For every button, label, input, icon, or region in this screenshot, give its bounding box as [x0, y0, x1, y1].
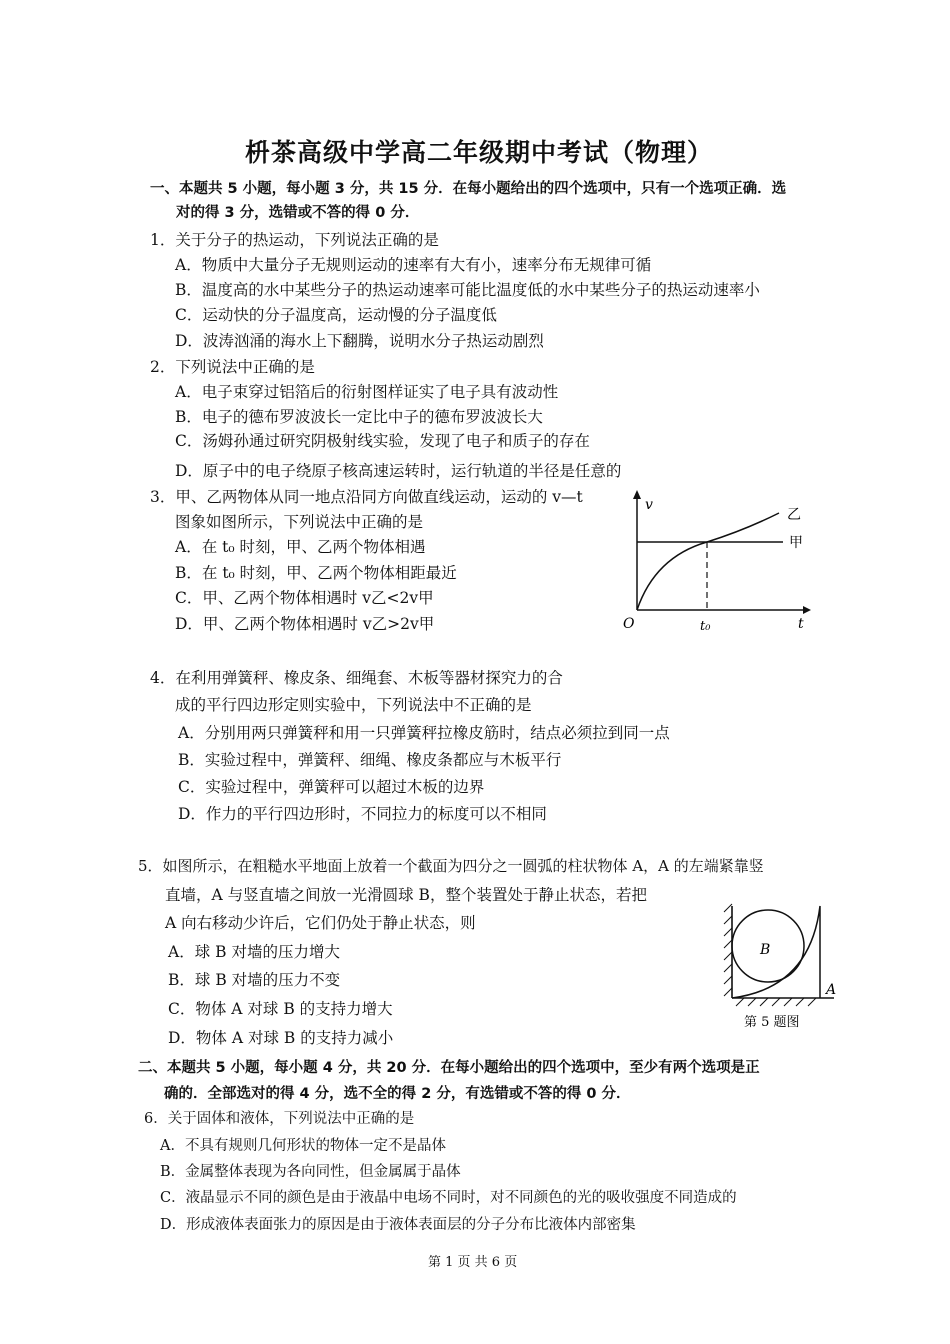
question-5-option-b: B．球 B 对墙的压力不变	[168, 971, 341, 989]
question-3-option-d: D．甲、乙两个物体相遇时 v乙>2v甲	[175, 615, 435, 633]
page-footer: 第 1 页 共 6 页	[428, 1255, 518, 1270]
question-6-stem: 6．关于固体和液体，下列说法中正确的是	[144, 1111, 415, 1127]
question-3-option-a: A．在 t₀ 时刻，甲、乙两个物体相遇	[175, 538, 426, 556]
question-3-stem-line1: 3．甲、乙两物体从同一地点沿同方向做直线运动，运动的 v—t	[150, 488, 583, 506]
t-axis-label: t	[798, 616, 804, 632]
curve-yi-label: 乙	[787, 507, 801, 523]
question-4-stem-line1: 4．在利用弹簧秤、橡皮条、细绳套、木板等器材探究力的合	[150, 669, 563, 687]
question-2-stem: 2．下列说法中正确的是	[150, 358, 315, 376]
question-4-stem-line2: 成的平行四边形定则实验中，下列说法中不正确的是	[175, 696, 532, 714]
block-a-label: A	[826, 982, 837, 998]
question-6-option-c: C．液晶显示不同的颜色是由于液晶中电场不同时，对不同颜色的光的吸收强度不同造成的	[160, 1190, 737, 1206]
question-1-option-d: D．波涛汹涌的海水上下翻腾，说明水分子热运动剧烈	[175, 332, 544, 350]
question-5-option-a: A．球 B 对墙的压力增大	[168, 943, 340, 961]
figure-5-caption: 第 5 题图	[744, 1015, 800, 1030]
v-axis-label: v	[645, 497, 653, 513]
page-title: 枡茶高级中学高二年级期中考试（物理）	[245, 138, 714, 167]
question-5-stem-line3: A 向右移动少许后，它们仍处于静止状态，则	[165, 914, 476, 932]
question-2-option-a: A．电子束穿过铝箔后的衍射图样证实了电子具有波动性	[175, 383, 559, 401]
origin-label: O	[623, 616, 635, 632]
section-1-instructions-line2: 对的得 3 分，选错或不答的得 0 分．	[176, 205, 420, 221]
question-5-option-c: C．物体 A 对球 B 的支持力增大	[168, 1000, 393, 1018]
curve-yi	[637, 513, 779, 610]
block-a	[732, 906, 820, 998]
section-1-instructions-line1: 一、本题共 5 小题，每小题 3 分，共 15 分．在每小题给出的四个选项中，只有一个选项正确．选	[150, 181, 787, 197]
question-6-option-a: A．不具有规则几何形状的物体一定不是晶体	[160, 1138, 446, 1154]
question-4-option-b: B．实验过程中，弹簧秤、细绳、橡皮条都应与木板平行	[178, 751, 562, 769]
question-5-stem-line1: 5．如图所示，在粗糙水平地面上放着一个截面为四分之一圆弧的柱状物体 A，A 的左端紧靠竖	[138, 857, 764, 875]
t-axis-arrow	[803, 606, 811, 614]
question-1-stem: 1．关于分子的热运动，下列说法正确的是	[150, 231, 439, 249]
question-3-stem-line2: 图象如图所示，下列说法中正确的是	[175, 513, 424, 531]
question-1-option-a: A．物质中大量分子无规则运动的速率有大有小，速率分布无规律可循	[175, 256, 652, 274]
question-1-option-c: C．运动快的分子温度高，运动慢的分子温度低	[175, 306, 497, 324]
question-2-option-c: C．汤姆孙通过研究阴极射线实验，发现了电子和质子的存在	[175, 432, 590, 450]
wall-hatching	[724, 904, 732, 996]
question-4-option-d: D．作力的平行四边形时，不同拉力的标度可以不相同	[178, 805, 547, 823]
question-6-option-b: B．金属整体表现为各向同性，但金属属于晶体	[160, 1164, 461, 1180]
question-3-option-b: B．在 t₀ 时刻，甲、乙两个物体相距最近	[175, 564, 457, 582]
question-1-option-b: B．温度高的水中某些分子的热运动速率可能比温度低的水中某些分子的热运动速率小	[175, 281, 760, 299]
question-2-option-d: D．原子中的电子绕原子核高速运转时，运行轨道的半径是任意的	[175, 462, 622, 480]
line-jia-label: 甲	[789, 535, 803, 551]
ball-b-label: B	[760, 942, 771, 958]
question-4-option-a: A．分别用两只弹簧秤和用一只弹簧秤拉橡皮筋时，结点必须拉到同一点	[178, 724, 670, 742]
t0-label: t₀	[700, 619, 711, 634]
question-2-option-b: B．电子的德布罗波波长一定比中子的德布罗波波长大	[175, 408, 543, 426]
vt-graph-figure	[615, 485, 815, 635]
ground-hatching	[736, 998, 816, 1006]
section-2-instructions-line2: 确的．全部选对的得 4 分，选不全的得 2 分，有选错或不答的得 0 分．	[164, 1086, 631, 1102]
question-6-option-d: D．形成液体表面张力的原因是由于液体表面层的分子分布比液体内部密集	[160, 1217, 636, 1233]
section-2-instructions-line1: 二、本题共 5 小题，每小题 4 分，共 20 分．在每小题给出的四个选项中，至少有两个选项是正	[138, 1060, 760, 1076]
question-5-stem-line2: 直墙，A 与竖直墙之间放一光滑圆球 B，整个装置处于静止状态，若把	[165, 886, 647, 904]
ball-wall-figure	[722, 902, 852, 1030]
question-5-option-d: D．物体 A 对球 B 的支持力减小	[168, 1029, 394, 1047]
question-4-option-c: C．实验过程中，弹簧秤可以超过木板的边界	[178, 778, 485, 796]
v-axis-arrow	[633, 490, 641, 499]
question-3-option-c: C．甲、乙两个物体相遇时 v乙<2v甲	[175, 589, 434, 607]
